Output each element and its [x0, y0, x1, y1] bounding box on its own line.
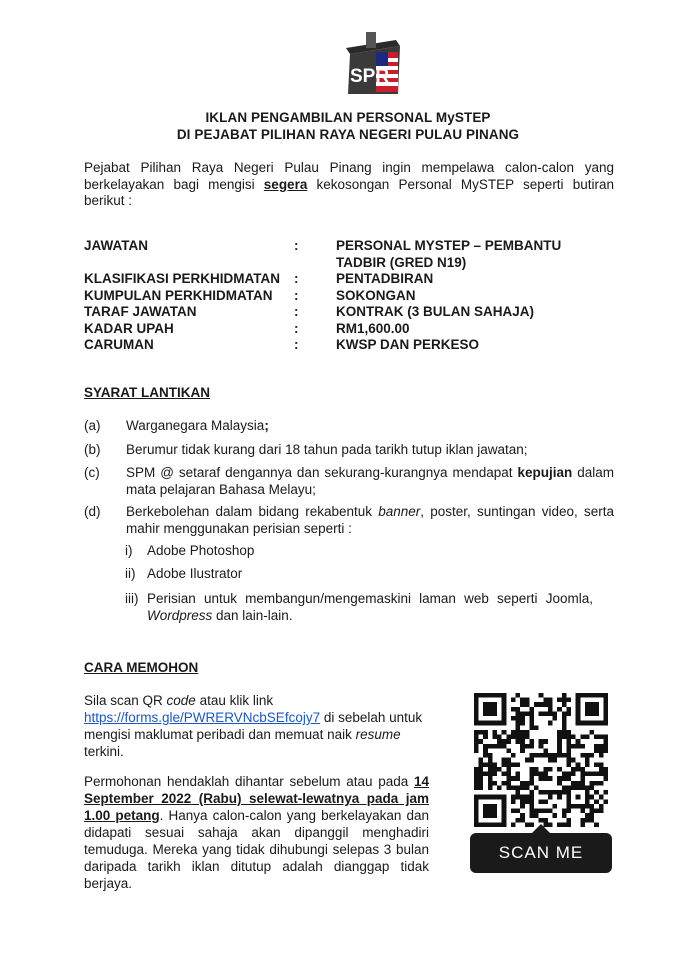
deadline-paragraph: Permohonan hendaklah dihantar sebelum atau pada 14 September 2022 (Rabu) selewat-lewatnya pada jam 1.00 petang. Hanya calon-calon yang berkelayakan dan didapati sesuai sahaja akan dipanggil menghadiri temuduga. Mereka yang tidak dihubungi selepas 3 bulan daripada tarikh iklan ditutup adalah dianggap tidak berjaya. — [84, 774, 430, 891]
detail-row: KLASIFIKASI PERKHIDMATAN : PENTADBIRAN — [84, 271, 434, 286]
detail-row: TARAF JAWATAN : KONTRAK (3 BULAN SAHAJA) — [84, 304, 534, 319]
intro-emphasis: segera — [263, 176, 308, 192]
spr-logo — [336, 30, 406, 98]
section-heading-cara: CARA MEMOHON — [84, 660, 199, 675]
page-subtitle: DI PEJABAT PILIHAN RAYA NEGERI PULAU PINANG — [176, 127, 520, 142]
detail-row: CARUMAN : KWSP DAN PERKESO — [84, 337, 480, 352]
detail-row: JAWATAN : PERSONAL MYSTEP – PEMBANTU TADBIR (GRED N19) — [84, 238, 562, 270]
qr-code-block[interactable] — [470, 693, 612, 880]
scan-me-label: SCAN ME — [470, 833, 612, 873]
application-form-link[interactable]: https://forms.gle/PWRERVNcbSEfcojy7 — [84, 710, 321, 725]
detail-row: KADAR UPAH : RM1,600.00 — [84, 320, 410, 336]
apply-paragraph: Sila scan QR code atau klik link https://forms.gle/PWRERVNcbSEfcojy7 di sebelah untuk mengisi maklumat peribadi dan memuat naik resume terkini. — [84, 693, 423, 759]
page-title: IKLAN PENGAMBILAN PERSONAL MySTEP — [205, 110, 491, 125]
qr-code-icon[interactable] — [474, 693, 608, 827]
deadline-date: 14 September 2022 (Rabu) selewat-lewatnya pada jam 1.00 petang — [84, 774, 429, 823]
logo-text: SPR — [350, 66, 390, 87]
document-page: SPR IKLAN PENGAMBILAN PERSONAL MySTEP DI PEJABAT PILIHAN RAYA NEGERI PULAU PINANG Pejabat Pilihan Raya Negeri Pulau Pinang ingin mempelawa calon-calon yang berkelayakan bagi mengisi segera kekosongan Personal MySTEP seperti butiran berikut : JAWATAN : PERSONAL MYSTEP – PEMBANTU TADBIR (GRED N19) KLASIFIKASI PERKHIDMATAN : PENTADBIRAN KUMPULAN PERKHIDMATAN : SOKONGAN TARAF JAWATAN : KONTRAK (3 BULAN SAHAJA) KADAR UPAH : RM1,600.00 CARUMAN : KWSP DAN PERKESO SYARAT LANTIKAN (a) Warganegara Malaysia; (b) Berumur tidak kurang dari 18 tahun pada tarikh tutup iklan jawatan; (c) SPM @ setaraf dengannya dan sekurang-kurangnya mendapat kepujian dalam mata pelajaran Bahasa Melayu; (d) Berkebolehan dalam bidang rekabentuk banner, poster, suntingan video, serta mahir menggunakan perisian seperti : i) Adobe Photoshop ii) Adobe Ilustrator iii) Perisian untuk membangun/mengemaskini laman web seperti Joomla, Wordpress dan lain-lain. CARA MEMOHON Sila scan QR code atau klik link https://forms.gle/PWRERVNcbSEfcojy7 di sebelah untuk mengisi maklumat peribadi dan memuat naik resume terkini. Permohonan hendaklah dihantar sebelum atau pada 14 September 2022 (Rabu) selewat-lewatnya pada jam 1.00 petang. Hanya calon-calon yang berkelayakan dan didapati sesuai sahaja akan dipanggil menghadiri temuduga. Mereka yang tidak dihubungi selepas 3 bulan daripada tarikh iklan ditutup adalah dianggap tidak berjaya. SCAN ME — [0, 0, 696, 960]
job-details — [84, 238, 624, 354]
detail-row: KUMPULAN PERKHIDMATAN : SOKONGAN — [84, 287, 416, 303]
section-heading-syarat: SYARAT LANTIKAN — [84, 385, 211, 400]
intro-paragraph: Pejabat Pilihan Raya Negeri Pulau Pinang ingin mempelawa calon-calon yang berkelayakan bagi mengisi segera kekosongan Personal MySTEP seperti butiran berikut : — [84, 160, 614, 208]
